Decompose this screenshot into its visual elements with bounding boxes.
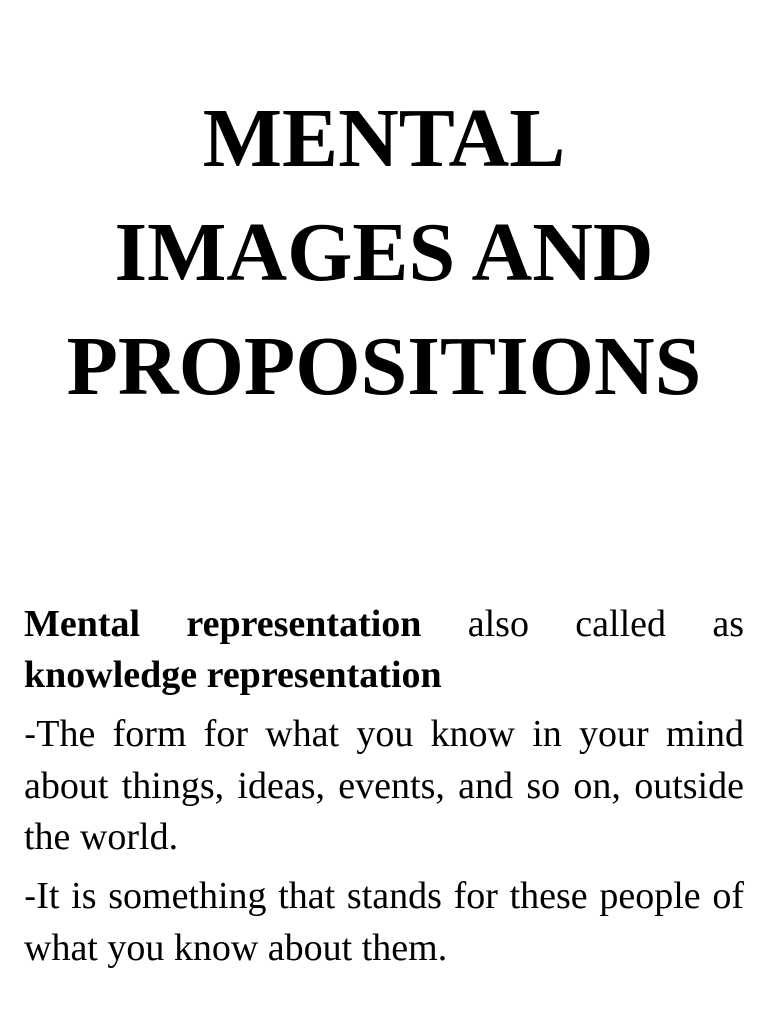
- definition-paragraph: [24, 599, 744, 701]
- definition-connector: also called as: [421, 603, 744, 645]
- title-line-3: PROPOSITIONS: [66, 320, 702, 413]
- title-line-2: IMAGES AND: [114, 206, 654, 299]
- page-title: [0, 82, 768, 424]
- point-form-paragraph: [24, 709, 744, 863]
- term-mental-representation: Mental representation: [24, 603, 422, 645]
- point-stands-for-text: It is something that stands for these people of what you know about them.: [24, 875, 744, 969]
- point-form-text: The form for what you know in your mind about things, ideas, events, and so on, outside the world.: [24, 713, 744, 858]
- dash-marker: -: [24, 877, 37, 917]
- term-knowledge-representation: knowledge representation: [24, 654, 442, 696]
- dash-marker: -: [24, 715, 37, 755]
- point-stands-for-paragraph: [24, 871, 744, 974]
- title-line-1: MENTAL: [202, 92, 566, 185]
- body-text: [24, 599, 744, 974]
